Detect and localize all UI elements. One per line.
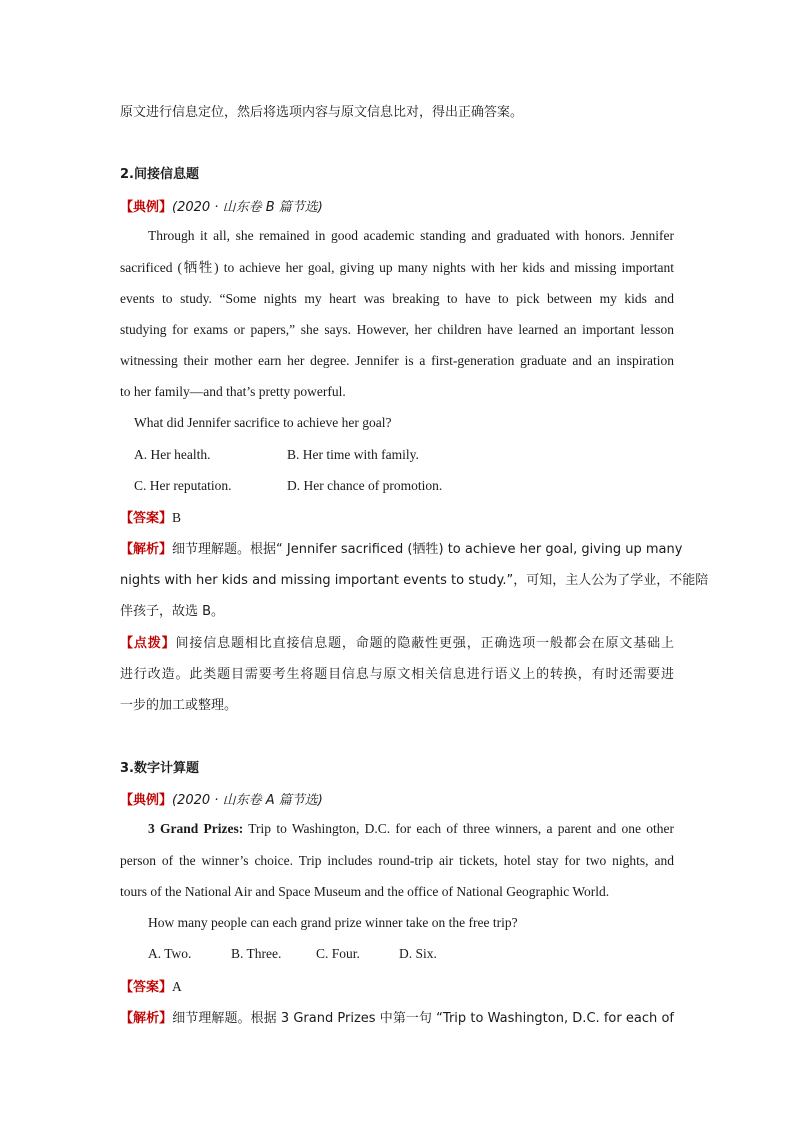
- analysis-tag: 【解析】: [120, 542, 173, 557]
- passage-line: witnessing their mother earn her degree. Jennifer is a first-generation graduate and an inspiration: [120, 353, 674, 368]
- option-a: A. Her health.: [134, 447, 211, 462]
- option-d: D. Six.: [399, 946, 437, 961]
- answer-line: [120, 509, 181, 528]
- option-d: D. Her chance of promotion.: [287, 478, 443, 493]
- option-a: A. Two.: [148, 946, 192, 961]
- tip-line: [120, 635, 674, 653]
- passage-line: events to study. “Some nights my heart was breaking to have to pick between my kids and: [120, 291, 674, 306]
- example-source: (2020 · 山东卷 B 篇节选): [172, 200, 323, 215]
- answer-value: B: [172, 510, 182, 525]
- passage-line: sacrificed (牺牲) to achieve her goal, giving up many nights with her kids and missing important: [120, 260, 674, 275]
- section-2-example: [120, 198, 323, 217]
- analysis-line: nights with her kids and missing important events to study.”，可知，主人公为了学业，不能陪: [120, 573, 709, 588]
- analysis-line: 伴孩子，故选 B。: [120, 604, 225, 619]
- option-b: B. Three.: [231, 946, 282, 961]
- analysis-line: [120, 1010, 674, 1028]
- answer-tag: 【答案】: [120, 980, 173, 995]
- analysis-line: [120, 541, 683, 559]
- answer-tag: 【答案】: [120, 511, 173, 526]
- analysis-text: 细节理解题。根据“ Jennifer sacrificed (牺牲) to achieve her goal, giving up many: [172, 542, 683, 557]
- passage-line: [148, 820, 674, 838]
- tip-line: 一步的加工或整理。: [120, 698, 238, 713]
- analysis-text: 细节理解题。根据 3 Grand Prizes 中第一句 “Trip to Washington, D.C. for each of: [172, 1011, 674, 1026]
- tip-text: 间接信息题相比直接信息题，命题的隐蔽性更强，正确选项一般都会在原文基础上: [175, 636, 674, 651]
- question: How many people can each grand prize winner take on the free trip?: [148, 915, 518, 930]
- passage-line: studying for exams or papers,” she says. However, her children have learned an important lesson: [120, 322, 674, 337]
- passage-text: Trip to Washington, D.C. for each of three winners, a parent and one other: [243, 821, 675, 836]
- answer-line: [120, 978, 182, 997]
- passage-line: Through it all, she remained in good academic standing and graduated with honors. Jennifer: [148, 228, 674, 243]
- answer-value: A: [172, 979, 182, 994]
- example-source: (2020 · 山东卷 A 篇节选): [172, 793, 323, 808]
- option-c: C. Her reputation.: [134, 478, 232, 493]
- tip-tag: 【点拨】: [120, 636, 176, 651]
- grand-prizes-lead: 3 Grand Prizes:: [148, 821, 244, 836]
- analysis-tag: 【解析】: [120, 1011, 173, 1026]
- passage-line: person of the winner’s choice. Trip includes round-trip air tickets, hotel stay for two nights, and: [120, 853, 674, 868]
- example-tag: 【典例】: [120, 200, 173, 215]
- passage-line: tours of the National Air and Space Museum and the office of National Geographic World.: [120, 884, 610, 899]
- section-2-title: 2.间接信息题: [120, 167, 199, 182]
- question: What did Jennifer sacrifice to achieve her goal?: [134, 415, 392, 430]
- intro-line: 原文进行信息定位，然后将选项内容与原文信息比对，得出正确答案。: [120, 105, 524, 120]
- option-b: B. Her time with family.: [287, 447, 419, 462]
- passage-line: to her family—and that’s pretty powerful.: [120, 384, 346, 399]
- section-3-example: [120, 791, 323, 810]
- section-3-title: 3.数字计算题: [120, 761, 199, 776]
- option-c: C. Four.: [316, 946, 360, 961]
- example-tag: 【典例】: [120, 793, 173, 808]
- tip-line: 进行改造。此类题目需要考生将题目信息与原文相关信息进行语义上的转换，有时还需要进: [120, 667, 674, 682]
